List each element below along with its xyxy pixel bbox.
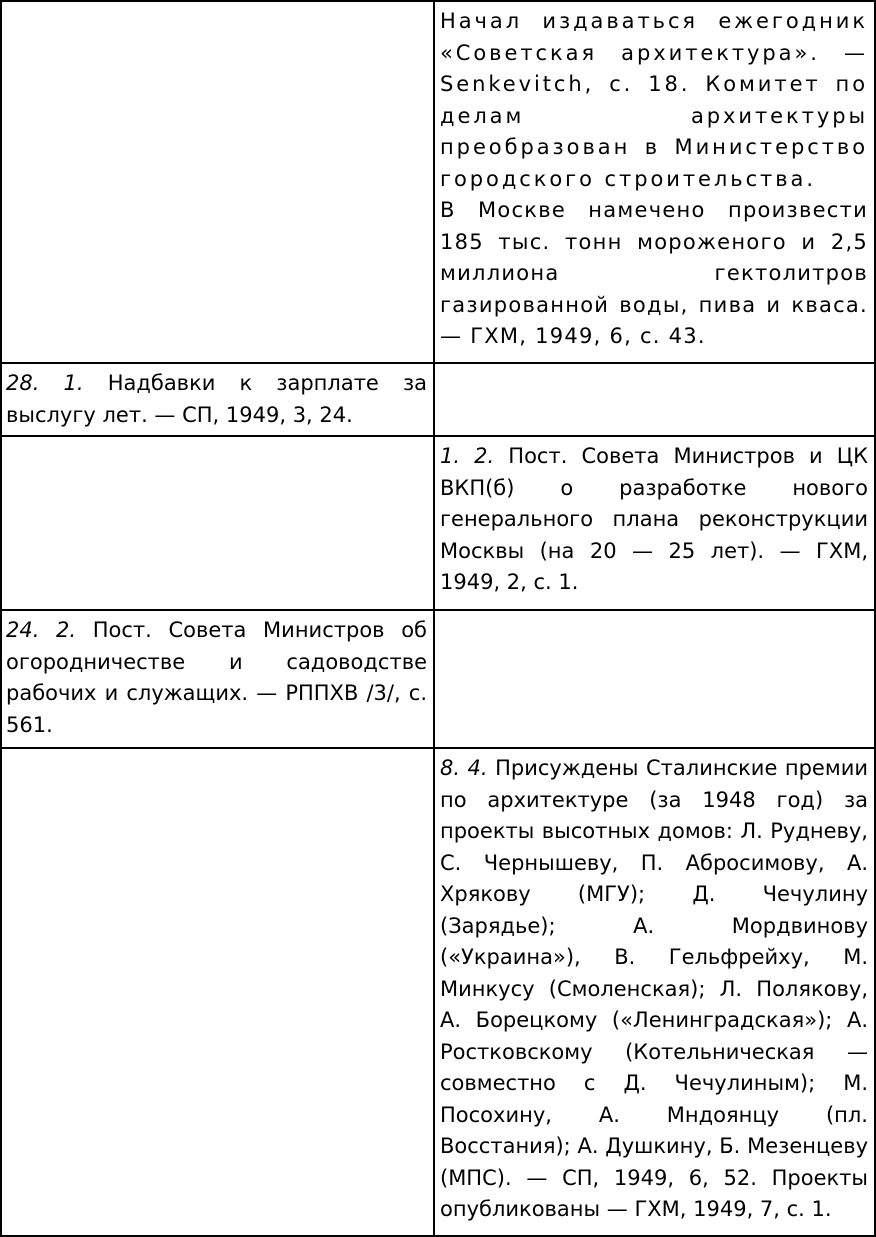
entry-text: Начал издаваться ежегодник «Советская архитектура». — Senkevitch, с. 18. Комитет по делам архитектуры преобразован в Министерство городского строительства. [440,9,868,191]
entry-text: Надбавки к зарплате за выслугу лет. — СП, 1949, 3, 24. [6,371,428,427]
right-cell-empty [434,363,875,436]
entry-paragraph [440,195,868,353]
left-cell-empty [1,748,434,1236]
entry-text: В Москве намечено произвести 185 тыс. тонн мороженого и 2,5 миллиона гектолитров газированной воды, пива и кваса. — ГХМ, 1949, 6, с. 43. [440,198,868,348]
left-cell [1,610,434,748]
right-cell-empty [434,610,875,748]
left-cell-empty [1,1,434,363]
right-cell [434,748,875,1236]
table-row [1,1,875,363]
entry-text: Пост. Совета Министров об огородничестве и садоводстве рабочих и служащих. — РППХВ /3/, с. 561. [6,618,427,737]
entry-paragraph [440,6,868,195]
left-cell-empty [1,436,434,610]
right-cell [434,1,875,363]
entry-date: 8. 4. [440,756,488,780]
table-row [1,748,875,1236]
entry-date: 1. 2. [440,444,495,468]
left-cell [1,363,434,436]
table-row [1,610,875,748]
entry-text: Присуждены Сталинские премии по архитектуре (за 1948 год) за проекты высотных домов: Л. Рудневу, С. Чернышеву, П. Абросимову, А. Хрякову (МГУ); Д. Чечулину (Зарядье); А. Мордвинову («Украина»), В. Гельфрейху, М. Минкусу (Смоленская); Л. Полякову, А. Борецкому («Ленинградская»); А. Ростковскому (Котельническая — совместно с Д. Чечулиным); М. Посохину, А. Мндоянцу (пл. Восстания); А. Душкину, Б. Мезенцеву (МПС). — СП, 1949, 6, 52. Проекты опубликованы — ГХМ, 1949, 7, с. 1. [440,756,868,1221]
table-row [1,436,875,610]
entry-text: Пост. Совета Министров и ЦК ВКП(б) о разработке нового генерального плана реконструкции Москвы (на 20 — 25 лет). — ГХМ, 1949, 2, с. 1. [440,444,869,594]
right-cell [434,436,875,610]
entry-date: 24. 2. [6,618,77,642]
table-row [1,363,875,436]
entry-date: 28. 1. [6,371,84,395]
